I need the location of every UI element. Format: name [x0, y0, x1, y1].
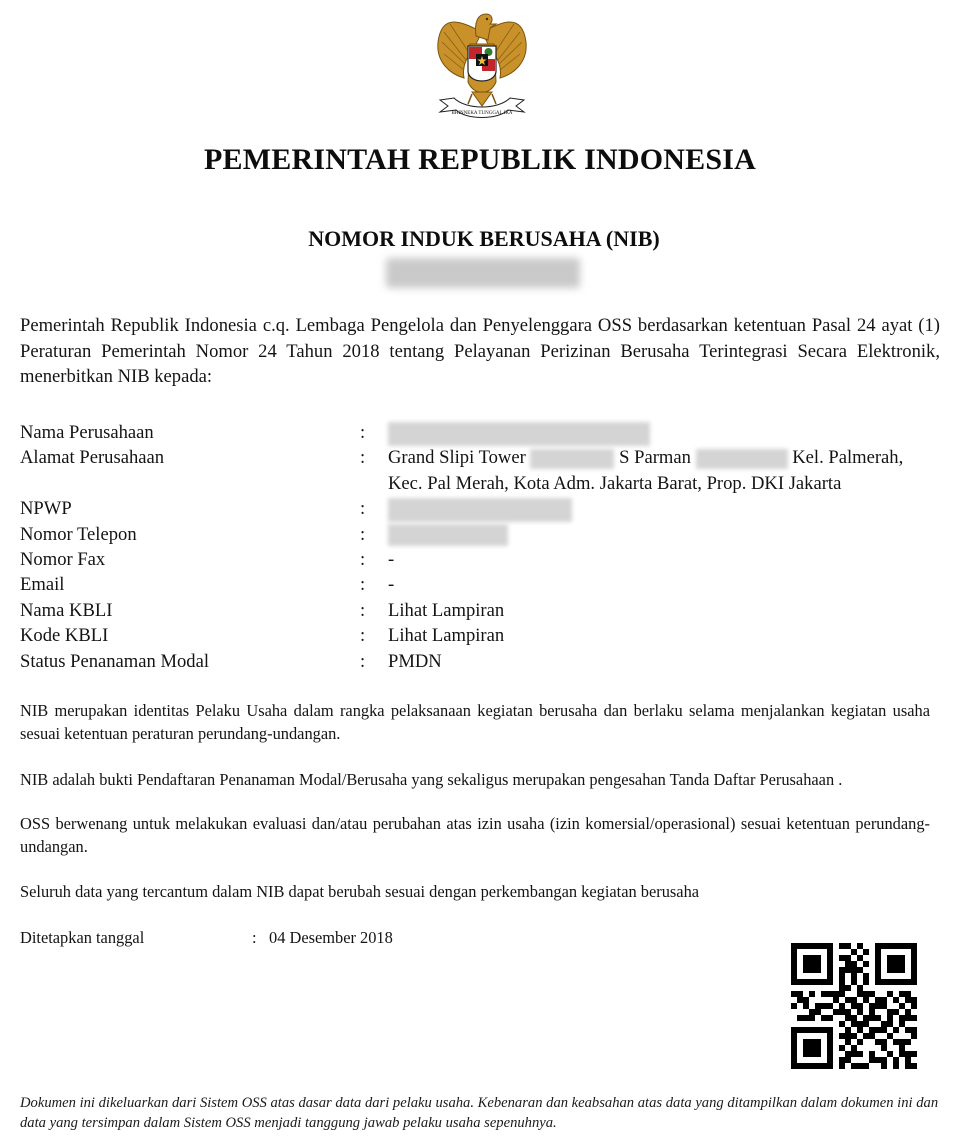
address-part: Kel. Palmerah,	[792, 447, 904, 469]
field-separator: :	[360, 625, 366, 647]
field-label: Kode KBLI	[20, 625, 109, 647]
field-value	[388, 445, 903, 496]
garuda-pancasila-emblem-icon	[432, 2, 532, 128]
document-type-title: NOMOR INDUK BERUSAHA (NIB)	[308, 226, 660, 251]
field-separator: :	[360, 599, 366, 621]
field-nama-kbli	[20, 598, 950, 623]
company-details	[20, 420, 950, 674]
paragraph-oss-authority: OSS berwenang untuk melakukan evaluasi dan/atau perubahan atas izin usaha (izin komersial/operasional) sesuai ketentuan perundang-undangan.	[20, 814, 930, 856]
field-kode-kbli	[20, 623, 950, 648]
field-label: Alamat Perusahaan	[20, 447, 165, 469]
intro-paragraph: Pemerintah Republik Indonesia c.q. Lembaga Pengelola dan Penyelenggara OSS berdasarkan ketentuan Pasal 24 ayat (1) Peraturan Pemerintah Nomor 24 Tahun 2018 tentang Pelayanan Perizinan Berusaha Terintegrasi Secara Elektronik, menerbitkan NIB kepada:	[20, 315, 940, 387]
field-label: Status Penanaman Modal	[20, 650, 210, 672]
redaction-block	[388, 524, 508, 546]
address-part: S Parman	[619, 447, 691, 469]
field-value-redacted	[388, 522, 508, 547]
field-value: PMDN	[388, 650, 442, 672]
field-email	[20, 572, 950, 597]
field-label: Nomor Fax	[20, 548, 106, 570]
paragraph-nib-proof: NIB adalah bukti Pendaftaran Penanaman Modal/Berusaha yang sekaligus merupakan pengesahan Tanda Daftar Perusahaan .	[20, 770, 843, 789]
field-separator: :	[360, 523, 366, 545]
field-status-penanaman-modal	[20, 649, 950, 674]
field-label: Email	[20, 574, 65, 596]
field-value-redacted	[388, 496, 572, 522]
address-line-2: Kec. Pal Merah, Kota Adm. Jakarta Barat, Prop. DKI Jakarta	[388, 472, 842, 494]
field-nama-perusahaan	[20, 420, 950, 445]
field-label: Nama KBLI	[20, 599, 113, 621]
emblem-motto: BHINNEKA TUNGGAL IKA	[451, 111, 513, 116]
field-nomor-fax	[20, 547, 950, 572]
field-separator: :	[360, 650, 366, 672]
field-value: -	[388, 574, 395, 596]
page-title: PEMERINTAH REPUBLIK INDONESIA	[204, 143, 756, 176]
redaction-block	[388, 422, 650, 446]
redaction-block	[530, 449, 614, 469]
field-value: Lihat Lampiran	[388, 625, 505, 647]
field-separator: :	[360, 498, 366, 520]
redaction-block	[388, 498, 572, 522]
qr-code-icon	[791, 943, 917, 1069]
redaction-block	[696, 449, 788, 469]
issue-date-label: Ditetapkan tanggal	[20, 928, 145, 947]
field-label: Nomor Telepon	[20, 523, 137, 545]
field-npwp	[20, 496, 950, 521]
field-label: NPWP	[20, 498, 72, 520]
field-separator: :	[360, 422, 366, 443]
footer-disclaimer: Dokumen ini dikeluarkan dari Sistem OSS atas dasar data dari pelaku usaha. Kebenaran dan keabsahan atas data yang ditampilkan dalam dokumen ini dan data yang tersimpan dalam Sistem OSS menjadi tanggung jawab pelaku usaha sepenuhnya.	[20, 1095, 939, 1131]
field-value: Lihat Lampiran	[388, 599, 505, 621]
paragraph-data-changes: Seluruh data yang tercantum dalam NIB dapat berubah sesuai dengan perkembangan kegiatan berusaha	[20, 882, 700, 901]
field-alamat-perusahaan	[20, 445, 950, 496]
field-separator: :	[360, 548, 366, 570]
field-nomor-telepon	[20, 522, 950, 547]
issue-date-value: 04 Desember 2018	[269, 928, 393, 947]
field-separator: :	[360, 574, 366, 596]
paragraph-nib-identity: NIB merupakan identitas Pelaku Usaha dalam rangka pelaksanaan kegiatan berusaha dan berlaku selama menjalankan kegiatan usaha sesuai ketentuan peraturan perundang-undangan.	[20, 701, 930, 743]
field-label: Nama Perusahaan	[20, 422, 154, 443]
field-separator: :	[360, 447, 366, 469]
field-value: -	[388, 548, 395, 570]
address-part: Grand Slipi Tower	[388, 447, 526, 469]
field-value-redacted	[388, 420, 650, 446]
nib-number-redacted	[386, 258, 580, 288]
issue-date-separator: :	[252, 928, 257, 947]
